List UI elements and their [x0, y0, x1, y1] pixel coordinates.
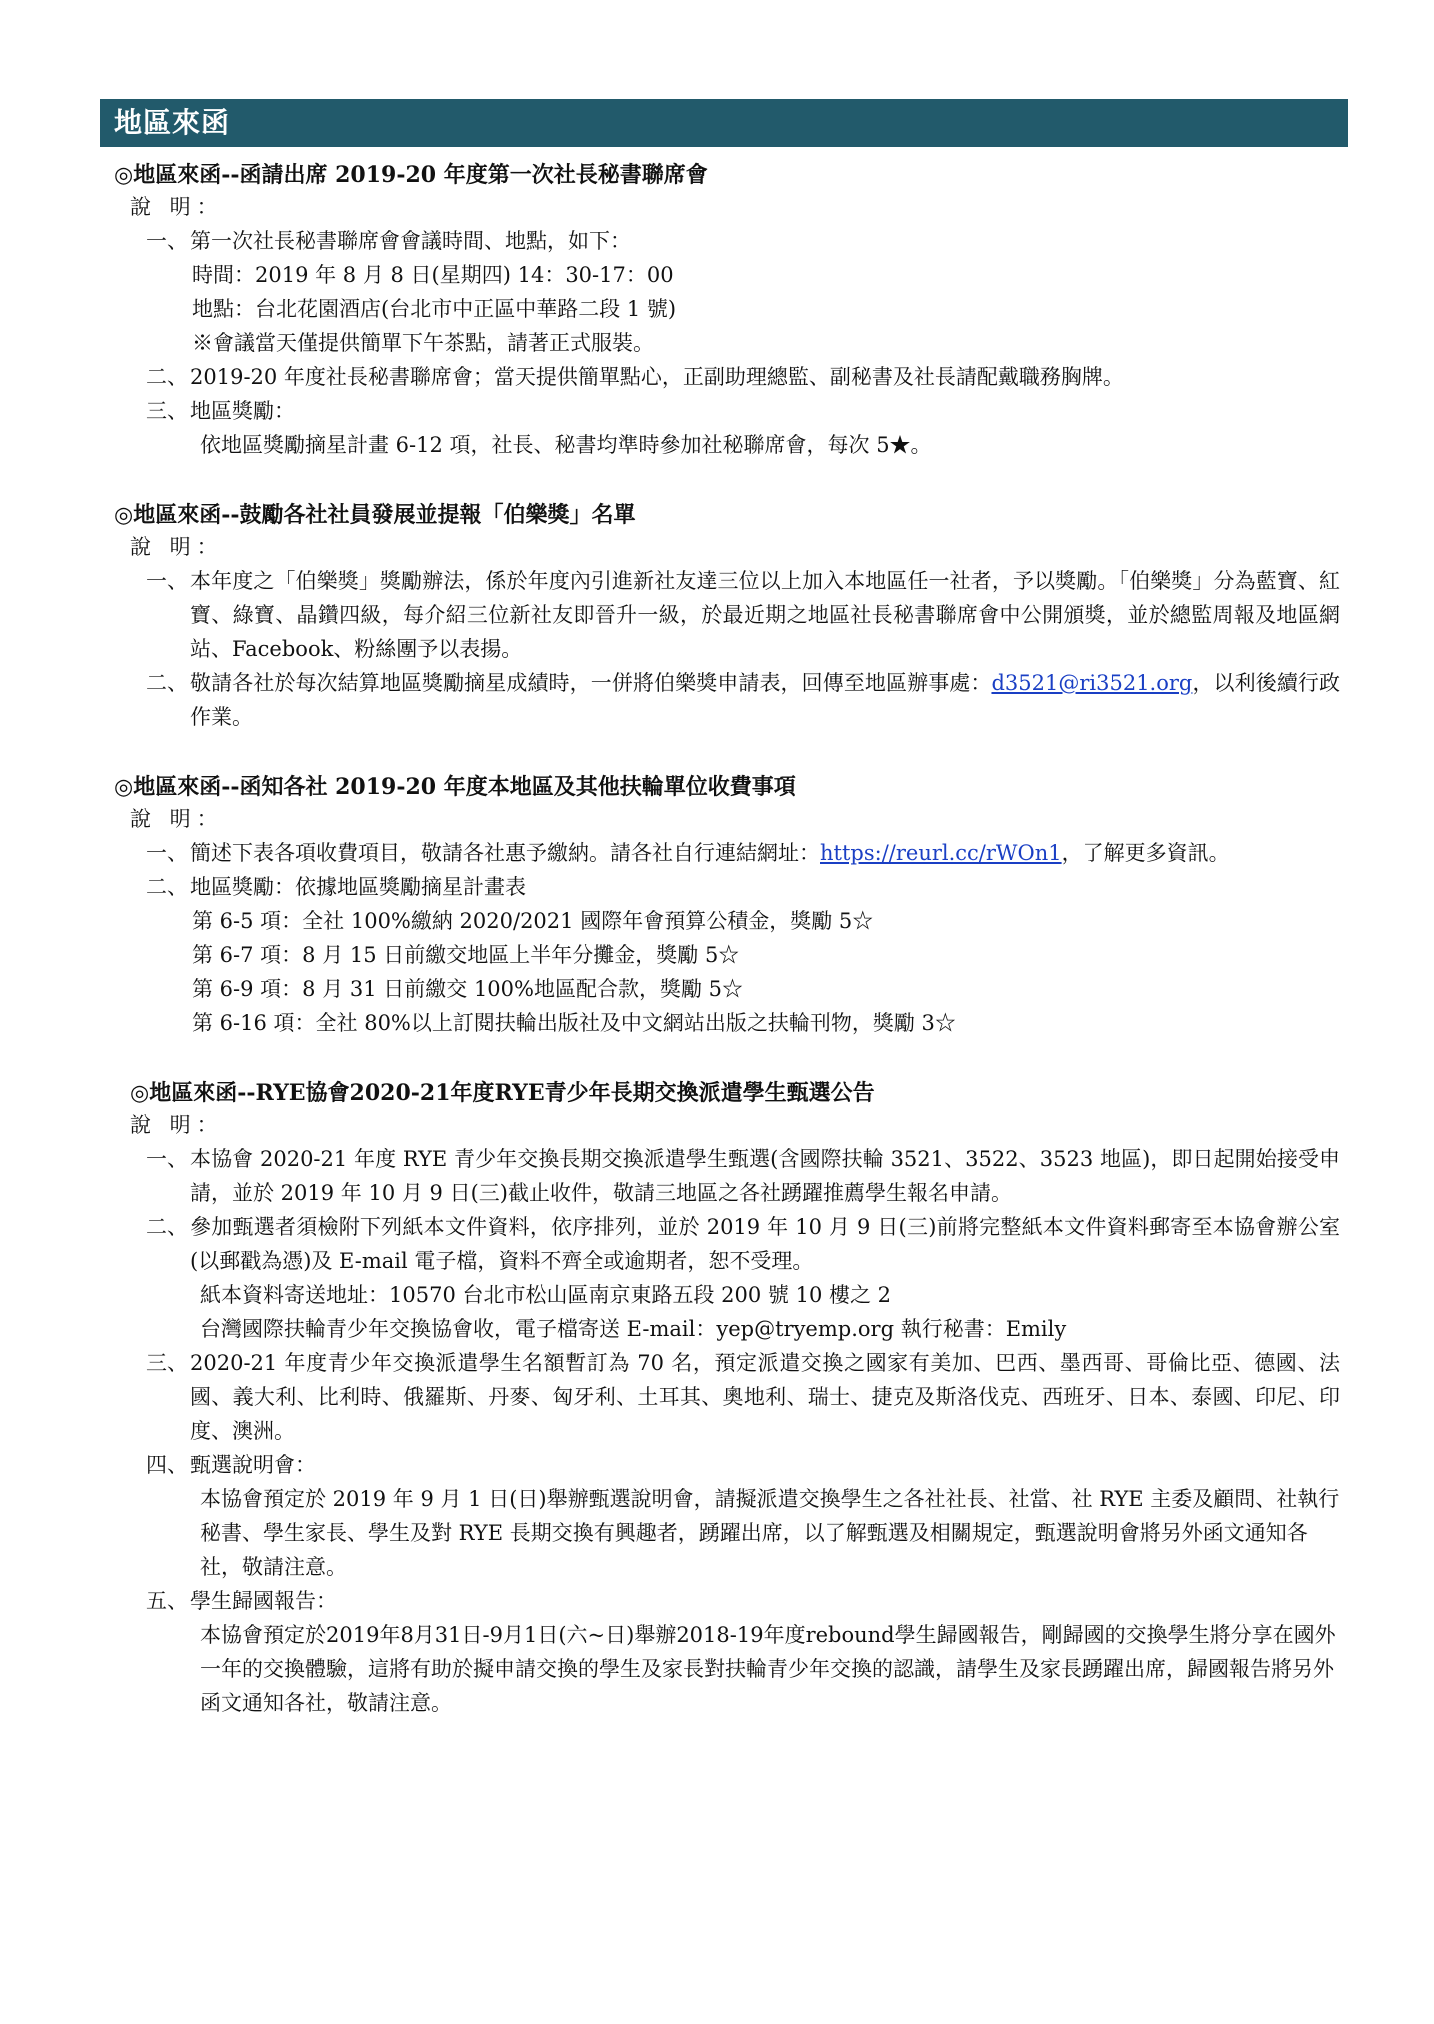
notice-section	[100, 772, 1340, 1040]
detail-line: 第 6-16 項：全社 80%以上訂閱扶輪出版社及中文網站出版之扶輪刊物，獎勵 3☆	[192, 1011, 956, 1035]
item-number: 二、	[146, 1215, 188, 1239]
item-text	[190, 666, 1340, 734]
list-item	[100, 870, 1340, 904]
header-title: 地區來函	[114, 106, 231, 139]
explanation-label: 說 明：	[130, 807, 224, 831]
item-text-after: ，以利後續行政作業。	[190, 671, 1340, 729]
item-text: 本協會 2020-21 年度 RYE 青少年交換長期交換派遣學生甄選(含國際扶輪 3521、3522、3523 地區)，即日起開始接受申請，並於 2019 年 10 月 9 日(三)截止收件，敬請三地區之各社踴躍推薦學生報名申請。	[190, 1147, 1340, 1205]
list-item	[100, 1584, 1340, 1618]
detail-line: 第 6-9 項：8 月 31 日前繳交 100%地區配合款，獎勵 5☆	[192, 977, 744, 1001]
list-item	[100, 224, 1340, 258]
notice-section	[100, 1078, 1340, 1720]
item-number: 一、	[146, 569, 188, 593]
detail-line: 台灣國際扶輪青少年交換協會收，電子檔寄送 E-mail：yep@tryemp.org 執行秘書：Emily	[200, 1317, 1067, 1341]
item-text-before: 簡述下表各項收費項目，敬請各社惠予繳納。請各社自行連結網址：	[190, 841, 820, 865]
notice-section	[100, 160, 1340, 462]
item-text: 學生歸國報告：	[190, 1589, 337, 1613]
item-number: 一、	[146, 229, 188, 253]
item-text: 2020-21 年度青少年交換派遣學生名額暫訂為 70 名，預定派遣交換之國家有美加、巴西、墨西哥、哥倫比亞、德國、法國、義大利、比利時、俄羅斯、丹麥、匈牙利、土耳其、奧地利、瑞士、捷克及斯洛伐克、西班牙、日本、泰國、印尼、印度、澳洲。	[190, 1351, 1340, 1443]
notice-section	[100, 500, 1340, 734]
item-text: 地區獎勵：	[190, 399, 295, 423]
item-text	[190, 836, 1340, 870]
item-text: 2019-20 年度社長秘書聯席會；當天提供簡單點心，正副助理總監、副秘書及社長請配戴職務胸牌。	[190, 365, 1124, 389]
detail-line: 時間：2019 年 8 月 8 日(星期四) 14：30-17：00	[192, 263, 674, 287]
detail-line: 第 6-5 項：全社 100%繳納 2020/2021 國際年會預算公積金，獎勵 5☆	[192, 909, 874, 933]
detail-line: 地點：台北花園酒店(台北市中正區中華路二段 1 號)	[192, 297, 677, 321]
item-number: 二、	[146, 875, 188, 899]
item-text: 本年度之「伯樂獎」獎勵辦法，係於年度內引進新社友達三位以上加入本地區任一社者，予以獎勵。「伯樂獎」分為藍寶、紅寶、綠寶、晶鑽四級，每介紹三位新社友即晉升一級，於最近期之地區社長秘書聯席會中公開頒獎，並於總監周報及地區網站、Facebook、粉絲團予以表揚。	[190, 569, 1340, 661]
item-text-before: 敬請各社於每次結算地區獎勵摘星成績時，一併將伯樂獎申請表，回傳至地區辦事處：	[190, 671, 992, 695]
detail-line: ※會議當天僅提供簡單下午茶點，請著正式服裝。	[192, 331, 654, 355]
list-item	[100, 666, 1340, 734]
item-number: 三、	[146, 399, 188, 423]
url-link[interactable]: https://reurl.cc/rWOn1	[820, 841, 1062, 865]
detail-line: 第 6-7 項：8 月 15 日前繳交地區上半年分攤金，獎勵 5☆	[192, 943, 740, 967]
item-number: 二、	[146, 671, 188, 695]
list-item	[100, 1346, 1340, 1448]
explanation-label: 說 明：	[130, 535, 224, 559]
list-item	[100, 836, 1340, 870]
explanation-label: 說 明：	[130, 1113, 224, 1137]
email-link[interactable]: d3521@ri3521.org	[991, 671, 1193, 695]
item-number: 四、	[146, 1453, 188, 1477]
detail-line: 紙本資料寄送地址：10570 台北市松山區南京東路五段 200 號 10 樓之 2	[200, 1283, 892, 1307]
item-text-after: ，了解更多資訊。	[1061, 841, 1230, 865]
list-item	[100, 360, 1340, 394]
list-item	[100, 564, 1340, 666]
notice-title: ◎地區來函--鼓勵各社社員發展並提報「伯樂獎」名單	[114, 502, 636, 528]
notice-title: ◎地區來函--函請出席 2019-20 年度第一次社長秘書聯席會	[114, 162, 708, 188]
section-header-bar	[100, 99, 1348, 147]
document-body	[100, 160, 1340, 1758]
list-item	[100, 394, 1340, 428]
notice-title: ◎地區來函--函知各社 2019-20 年度本地區及其他扶輪單位收費事項	[114, 774, 796, 800]
detail-line: 本協會預定於 2019 年 9 月 1 日(日)舉辦甄選說明會，請擬派遣交換學生之各社社長、社當、社 RYE 主委及顧問、社執行秘書、學生家長、學生及對 RYE 長期交換有興趣者，踴躍出席，以了解甄選及相關規定，甄選說明會將另外函文通知各社，敬請注意。	[200, 1487, 1340, 1579]
detail-line: 依地區獎勵摘星計畫 6-12 項，社長、秘書均準時參加社秘聯席會，每次 5★。	[200, 433, 932, 457]
item-number: 五、	[146, 1589, 188, 1613]
item-text: 第一次社長秘書聯席會會議時間、地點，如下：	[190, 229, 631, 253]
item-number: 一、	[146, 1147, 188, 1171]
explanation-label: 說 明：	[130, 195, 224, 219]
detail-line: 本協會預定於2019年8月31日-9月1日(六~日)舉辦2018-19年度rebound學生歸國報告，剛歸國的交換學生將分享在國外一年的交換體驗，這將有助於擬申請交換的學生及家長對扶輪青少年交換的認識，請學生及家長踴躍出席，歸國報告將另外函文通知各社，敬請注意。	[200, 1623, 1336, 1715]
item-number: 一、	[146, 841, 188, 865]
item-text: 參加甄選者須檢附下列紙本文件資料，依序排列，並於 2019 年 10 月 9 日(三)前將完整紙本文件資料郵寄至本協會辦公室(以郵戳為憑)及 E-mail 電子檔，資料不齊全或逾期者，恕不受理。	[190, 1215, 1340, 1273]
item-number: 三、	[146, 1351, 188, 1375]
item-number: 二、	[146, 365, 188, 389]
notice-title: ◎地區來函--RYE協會2020-21年度RYE青少年長期交換派遣學生甄選公告	[130, 1080, 875, 1106]
list-item	[100, 1210, 1340, 1278]
list-item	[100, 1448, 1340, 1482]
item-text: 甄選說明會：	[190, 1453, 316, 1477]
list-item	[100, 1142, 1340, 1210]
item-text: 地區獎勵：依據地區獎勵摘星計畫表	[190, 875, 526, 899]
